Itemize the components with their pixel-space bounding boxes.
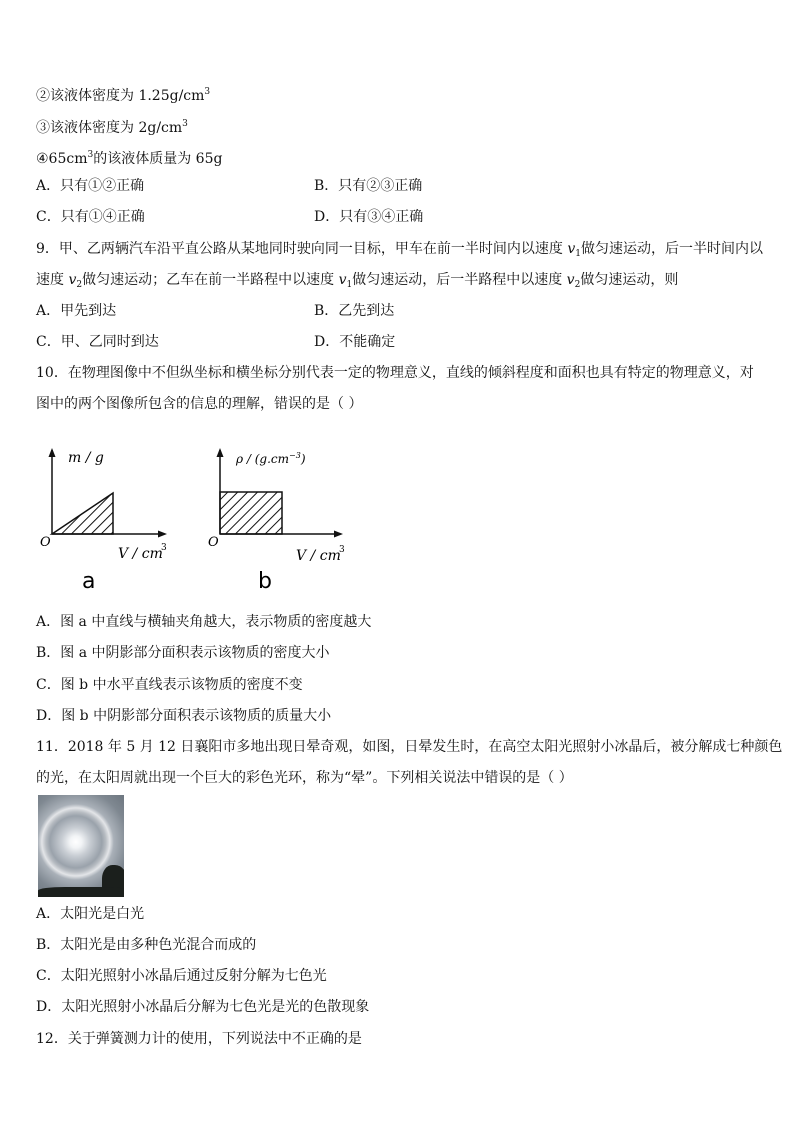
graph-b <box>200 440 360 595</box>
q12-stem-line1: 12．关于弹簧测力计的使用，下列说法中不正确的是 <box>36 1031 362 1047</box>
q10-choice-a: A．图 a 中直线与横轴夹角越大，表示物质的密度越大 <box>36 614 372 630</box>
q9-stem-line1: 9．甲、乙两辆汽车沿平直公路从某地同时驶向同一目标，甲车在前一半时间内以速度 $v_1$做匀速运动，后一半时间内以 <box>36 241 764 259</box>
q11-choice-a: A．太阳光是白光 <box>36 906 145 922</box>
q8-choice-c: C．只有①④正确 <box>36 209 145 225</box>
q10-choice-c: C．图 b 中水平直线表示该物质的密度不变 <box>36 677 303 693</box>
q9-choice-b: B．乙先到达 <box>314 303 395 319</box>
q8-statement-2: ②该液体密度为 $1.25g/cm^3$ <box>36 87 211 104</box>
graph-caption: b <box>258 569 272 594</box>
q11-choice-d: D．太阳光照射小冰晶后分解为七色光是光的色散现象 <box>36 999 370 1015</box>
x-axis-label-sup: 3 <box>161 543 167 553</box>
x-axis-label-sup: 3 <box>339 545 345 555</box>
x-axis-label: V / cm <box>296 548 341 564</box>
q11-choice-c: C．太阳光照射小冰晶后通过反射分解为七色光 <box>36 968 327 984</box>
q10-stem-line1: 10．在物理图像中不但纵坐标和横坐标分别代表一定的物理意义，直线的倾斜程度和面积也具有特定的物理意义，对 <box>36 365 754 381</box>
q8-statement-4: $④65cm^3$的该液体质量为 65g <box>36 150 223 167</box>
x-axis-arrow-icon <box>334 531 343 538</box>
halo-photo <box>38 795 124 897</box>
y-axis-arrow-icon <box>217 448 224 457</box>
q9-stem-line2: 速度 $v_2$做匀速运动；乙车在前一半路程中以速度 $v_1$做匀速运动，后一半路程中以速度 $v_2$做匀速运动，则 <box>36 272 679 290</box>
x-axis-label: V / cm <box>118 546 163 562</box>
origin-label: O <box>40 535 51 550</box>
q8-choice-b: B．只有②③正确 <box>314 178 423 194</box>
q10-stem-line2: 图中的两个图像所包含的信息的理解，错误的是（ ） <box>36 396 363 412</box>
x-axis-arrow-icon <box>158 531 167 538</box>
q8-choice-d: D．只有③④正确 <box>314 209 424 225</box>
q8-choice-a: A．只有①②正确 <box>36 178 145 194</box>
ground-silhouette <box>38 887 124 897</box>
graph-caption: a <box>82 569 96 594</box>
q9-choice-a: A．甲先到达 <box>36 303 117 319</box>
y-axis-arrow-icon <box>49 448 56 457</box>
q9-choice-d: D．不能确定 <box>314 334 396 350</box>
shaded-area <box>52 493 113 534</box>
y-axis-label: ρ / $(g.cm^{-3})$ <box>236 451 306 466</box>
q10-choice-d: D．图 b 中阴影部分面积表示该物质的质量大小 <box>36 708 332 724</box>
q11-stem-line2: 的光，在太阳周就出现一个巨大的彩色光环，称为“晕”。下列相关说法中错误的是（ ） <box>36 770 573 786</box>
q9-choice-c: C．甲、乙同时到达 <box>36 334 159 350</box>
q10-choice-b: B．图 a 中阴影部分面积表示该物质的密度大小 <box>36 645 330 661</box>
q11-stem-line1: 11．2018 年 5 月 12 日襄阳市多地出现日晕奇观，如图，日晕发生时，在高空太阳光照射小冰晶后，被分解成七种颜色 <box>36 739 783 755</box>
y-axis-label: m / g <box>68 450 104 466</box>
q8-statement-3: ③该液体密度为 $2g/cm^3$ <box>36 119 188 136</box>
origin-label: O <box>208 535 219 550</box>
q11-choice-b: B．太阳光是由多种色光混合而成的 <box>36 937 257 953</box>
shaded-area <box>220 492 282 534</box>
graph-a <box>36 440 186 595</box>
